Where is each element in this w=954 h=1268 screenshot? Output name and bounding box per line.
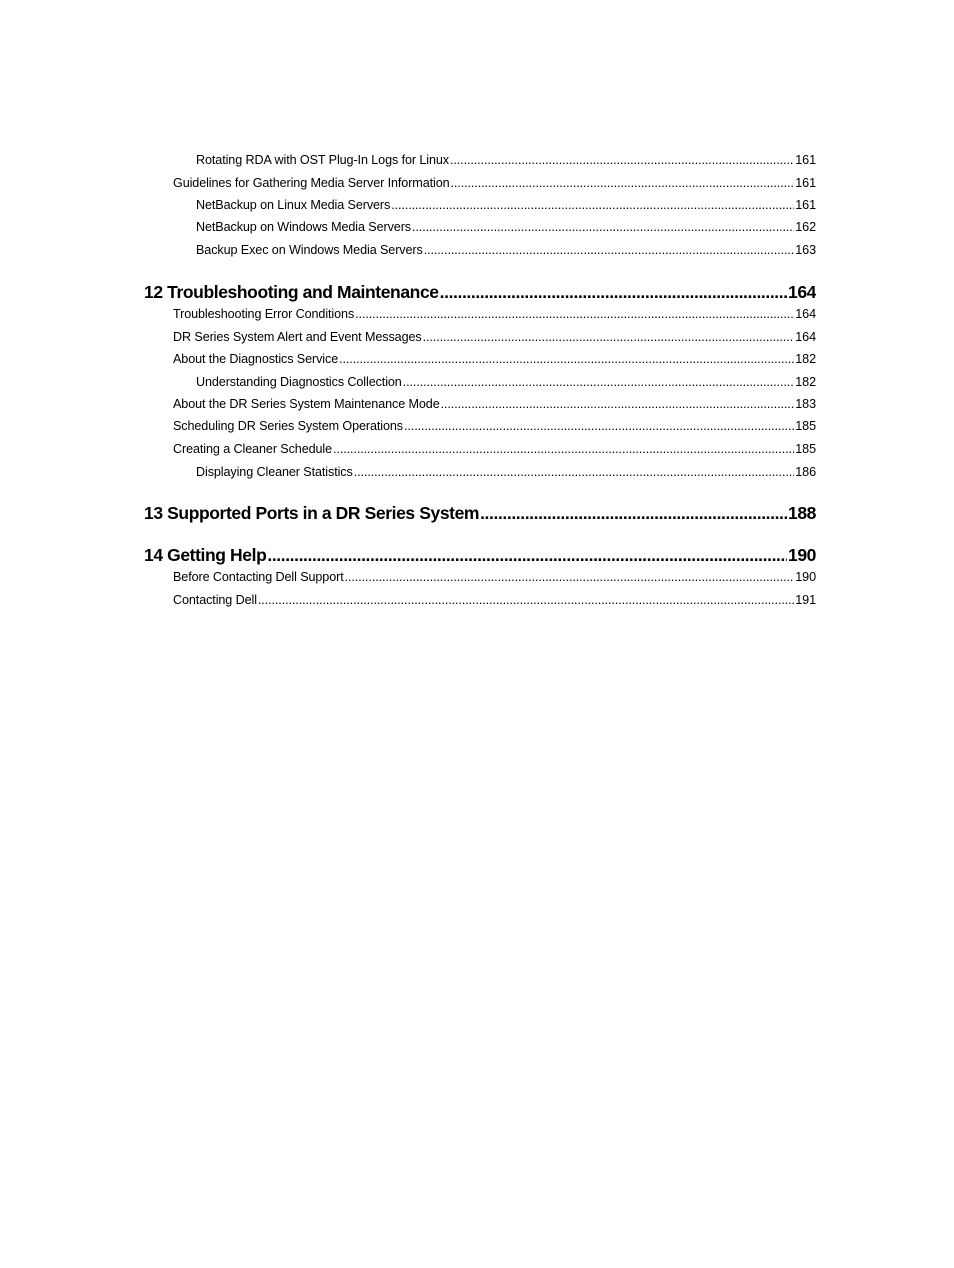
toc-entry[interactable] — [196, 373, 816, 391]
dot-leader — [339, 350, 794, 368]
toc-chapter-title: 14 Getting Help — [144, 545, 267, 565]
toc-chapter-title: 12 Troubleshooting and Maintenance — [144, 282, 439, 302]
toc-entry[interactable] — [173, 440, 816, 458]
toc-entry-page: 190 — [795, 570, 816, 584]
dot-leader — [423, 328, 795, 346]
dot-leader — [440, 280, 787, 304]
toc-entry-title: Troubleshooting Error Conditions — [173, 307, 355, 321]
toc-entry[interactable] — [173, 174, 816, 192]
toc-entry-page: 163 — [795, 243, 816, 257]
toc-chapter-page: 190 — [788, 545, 816, 565]
toc-entry-title: Rotating RDA with OST Plug-In Logs for Linux — [196, 153, 449, 167]
toc-entry-title: DR Series System Alert and Event Messages — [173, 330, 422, 344]
toc-entry[interactable] — [173, 395, 816, 413]
toc-chapter-title: 13 Supported Ports in a DR Series System — [144, 503, 480, 523]
toc-entry[interactable] — [173, 305, 816, 323]
toc-entry-page: 161 — [795, 176, 816, 190]
toc-entry-page: 186 — [795, 465, 816, 479]
dot-leader — [258, 591, 794, 609]
toc-entry[interactable] — [173, 417, 816, 435]
toc-entry[interactable] — [196, 463, 816, 481]
dot-leader — [354, 463, 795, 481]
toc-entry-title: NetBackup on Windows Media Servers — [196, 220, 411, 234]
toc-entry-page: 182 — [795, 375, 816, 389]
dot-leader — [355, 305, 794, 323]
toc-entry-title: NetBackup on Linux Media Servers — [196, 198, 391, 212]
toc-entry-page: 185 — [795, 442, 816, 456]
toc-entry-title: Understanding Diagnostics Collection — [196, 375, 402, 389]
toc-entry[interactable] — [196, 241, 816, 259]
toc-entry-title: About the DR Series System Maintenance Mode — [173, 397, 440, 411]
dot-leader — [403, 373, 795, 391]
toc-entry[interactable] — [196, 218, 816, 236]
toc-entry-title: Contacting Dell — [173, 593, 257, 607]
dot-leader — [480, 501, 787, 525]
toc-entry[interactable] — [196, 151, 816, 169]
toc-entry-title: Creating a Cleaner Schedule — [173, 442, 333, 456]
toc-chapter-page: 164 — [788, 282, 816, 302]
toc-entry-page: 191 — [795, 593, 816, 607]
toc-entry-page: 185 — [795, 419, 816, 433]
toc-entry[interactable] — [173, 350, 816, 368]
toc-entry-page: 164 — [795, 330, 816, 344]
toc-entry-page: 162 — [795, 220, 816, 234]
toc-entry[interactable] — [173, 591, 816, 609]
toc-entry[interactable] — [173, 568, 816, 586]
toc-entry-title: About the Diagnostics Service — [173, 352, 339, 366]
dot-leader — [404, 417, 794, 435]
toc-entry-title: Scheduling DR Series System Operations — [173, 419, 403, 433]
dot-leader — [333, 440, 794, 458]
toc-chapter-page: 188 — [788, 503, 816, 523]
toc-entry-page: 161 — [795, 153, 816, 167]
dot-leader — [424, 241, 795, 259]
dot-leader — [412, 218, 794, 236]
toc-entry-page: 161 — [795, 198, 816, 212]
dot-leader — [451, 174, 795, 192]
toc-entry-title: Guidelines for Gathering Media Server Information — [173, 176, 450, 190]
toc-entry-page: 183 — [795, 397, 816, 411]
toc-chapter-entry[interactable] — [144, 543, 816, 567]
dot-leader — [267, 543, 787, 567]
toc-entry-page: 182 — [795, 352, 816, 366]
dot-leader — [391, 196, 794, 214]
toc-entry[interactable] — [173, 328, 816, 346]
toc-entry[interactable] — [196, 196, 816, 214]
dot-leader — [450, 151, 794, 169]
toc-entry-title: Backup Exec on Windows Media Servers — [196, 243, 423, 257]
dot-leader — [345, 568, 795, 586]
toc-entry-page: 164 — [795, 307, 816, 321]
toc-chapter-entry[interactable] — [144, 280, 816, 304]
toc-entry-title: Displaying Cleaner Statistics — [196, 465, 353, 479]
dot-leader — [441, 395, 795, 413]
toc-chapter-entry[interactable] — [144, 501, 816, 525]
toc-entry-title: Before Contacting Dell Support — [173, 570, 344, 584]
